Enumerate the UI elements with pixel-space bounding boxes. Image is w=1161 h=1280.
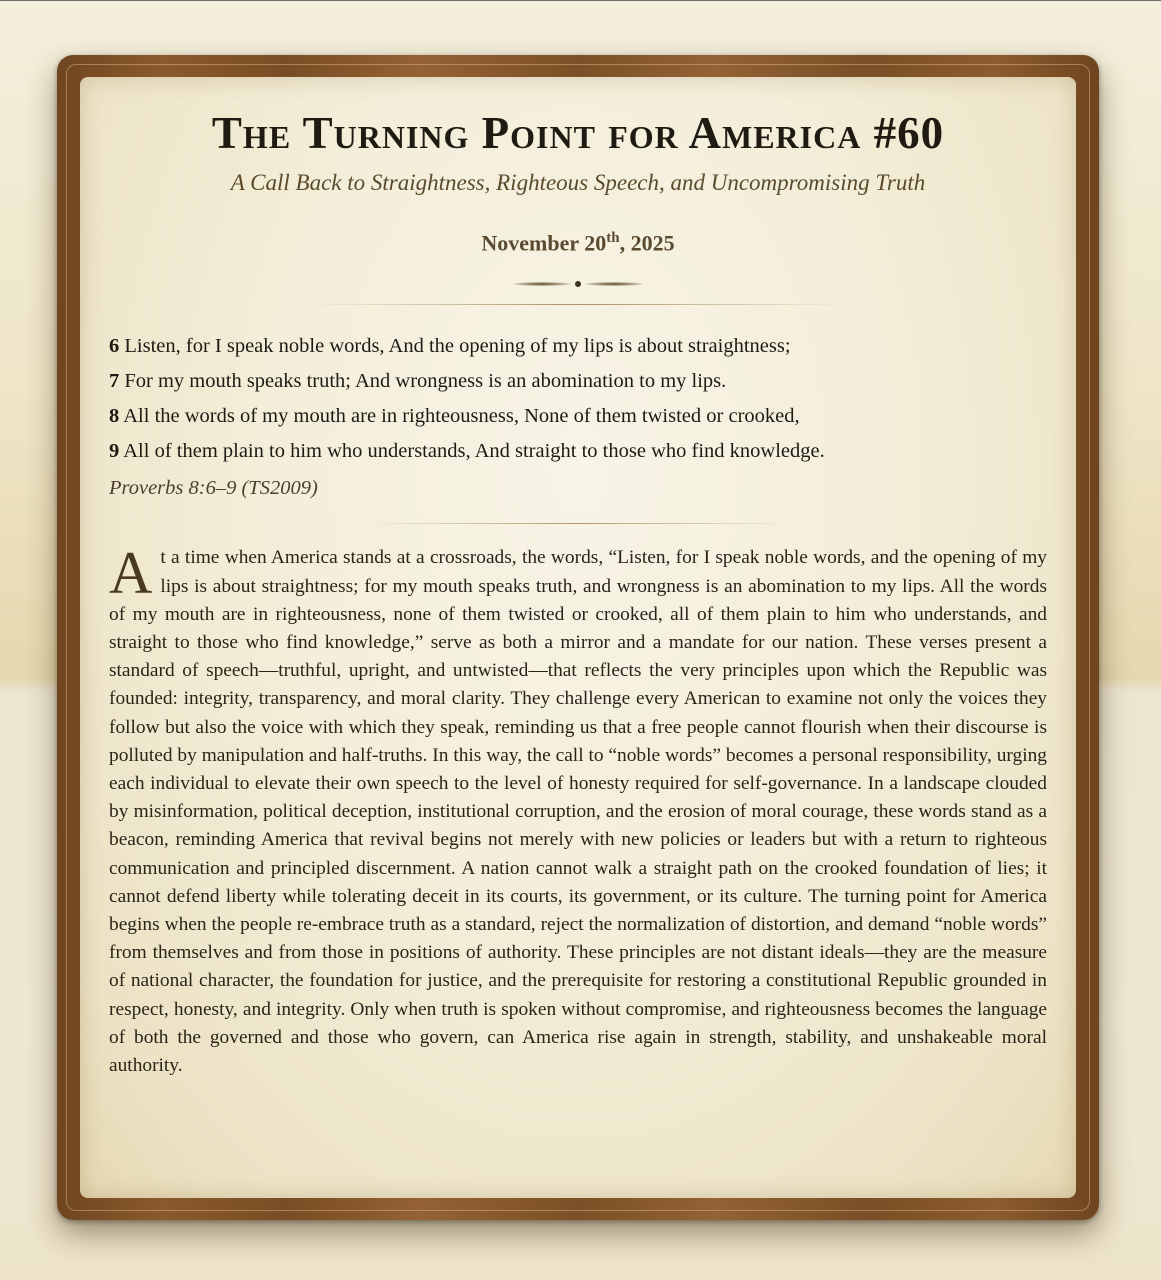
top-border-line	[0, 0, 1161, 1]
page-subtitle: A Call Back to Straightness, Righteous Speech, and Uncompromising Truth	[230, 170, 926, 195]
verse-line	[109, 434, 1047, 469]
verse-number: 9	[109, 440, 120, 463]
ornament-swash-left	[513, 282, 571, 286]
verse-number: 7	[109, 370, 120, 393]
verse-line	[109, 399, 1047, 434]
verse-line	[109, 364, 1047, 399]
verse-text: All the words of my mouth are in righteousness, None of them twisted or crooked,	[123, 405, 800, 428]
wooden-frame	[57, 55, 1099, 1220]
ornament-dot	[575, 281, 581, 287]
date-month-day: November 20	[481, 230, 607, 256]
scripture-citation: Proverbs 8:6–9 (TS2009)	[109, 477, 318, 500]
verse-line	[109, 329, 1047, 364]
drop-cap: A	[109, 540, 153, 607]
publication-date	[109, 225, 1047, 256]
essay-body: t a time when America stands at a crossroads, the words, “Listen, for I speak noble words, and the opening of my lips is about straightness; for my mouth speaks truth, and wrongness is an abomination to my lips. All the words of my mouth are in righteousness, none of them twisted or crooked, all of them plain to him who understands, and straight to those who find knowledge,” serve as both a mirror and a mandate for our nation. These verses present a standard of speech—truthful, upright, and untwisted—that reflects the very principles upon which the Republic was founded: integrity, transparency, and moral clarity. They challenge every American to examine not only the voices they follow but also the voice with which they speak, reminding us that a free people cannot flourish when their discourse is polluted by manipulation and half-truths. In this way, the call to “noble words” becomes a personal responsibility, urging each individual to elevate their own speech to the level of honesty required for self-governance. In a landscape clouded by misinformation, political deception, institutional corruption, and the erosion of moral courage, these words stand as a beacon, reminding America that revival begins not merely with new policies or leaders but with a return to righteous communication and principled discernment. A nation cannot walk a straight path on the crooked foundation of lies; it cannot defend liberty while tolerating deceit in its courts, its government, or its culture. The turning point for America begins when the people re-embrace truth as a standard, reject the normalization of distortion, and demand “noble words” from themselves and from those in positions of authority. These principles are not distant ideals—they are the measure of national character, the foundation for justice, and the prerequisite for restoring a constitutional Republic grounded in respect, honesty, and integrity. Only when truth is spoken without compromise, and righteousness becomes the language of both the governed and those who govern, can America rise again in strength, stability, and unshakeable moral authority.	[109, 547, 1047, 1076]
date-ordinal: th	[606, 230, 620, 246]
parchment-page	[80, 77, 1076, 1198]
date-year: , 2025	[619, 230, 675, 256]
verse-text: Listen, for I speak noble words, And the opening of my lips is about straightness;	[124, 335, 791, 358]
page-title: The Turning Point for America #60	[211, 108, 945, 158]
verse-number: 6	[109, 335, 120, 358]
verse-text: For my mouth speaks truth; And wrongness is an abomination to my lips.	[124, 370, 727, 393]
verse-text: All of them plain to him who understands, And straight to those who find knowledge.	[123, 440, 825, 463]
essay-paragraph	[109, 540, 1047, 1080]
section-divider	[363, 523, 793, 524]
verse-number: 8	[109, 405, 120, 428]
ornament-divider-icon	[513, 276, 643, 292]
header-divider	[308, 304, 848, 305]
ornament-swash-right	[585, 282, 643, 286]
scripture-block	[109, 329, 1047, 503]
